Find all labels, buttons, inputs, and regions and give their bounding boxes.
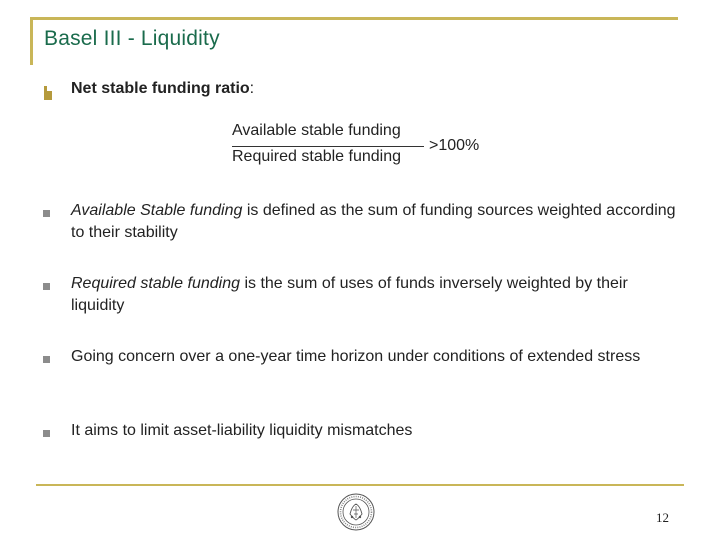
bullet-text: It aims to limit asset-liability liquidity mismatches <box>71 422 413 439</box>
formula-numerator: Available stable funding <box>232 122 401 139</box>
bullet-marker <box>43 356 50 363</box>
bullet-italic-text: Required stable funding <box>71 275 241 292</box>
left-rule <box>30 17 33 65</box>
formula-denominator: Required stable funding <box>232 148 402 165</box>
bullet-text: is defined as the sum of funding sources weighted according to their stability <box>71 202 676 241</box>
bullet-marker <box>43 210 50 217</box>
fraction-line <box>232 146 424 147</box>
formula-comparison: >100% <box>429 137 480 154</box>
bullet-text: is the sum of uses of funds inversely weighted by their liquidity <box>71 275 628 314</box>
university-seal-icon <box>336 492 376 532</box>
bullet-text: : <box>249 80 255 97</box>
bullet-item <box>71 200 681 244</box>
bullet-item <box>71 420 681 442</box>
page-number: 12 <box>656 510 669 525</box>
bullet-marker-accent <box>44 86 47 91</box>
slide-title: Basel III - Liquidity <box>44 27 220 50</box>
bullet-item <box>71 273 681 317</box>
bullet-bold-text: Net stable funding ratio <box>71 80 250 97</box>
bullet-item-nsfr <box>71 78 681 100</box>
bullet-item <box>71 346 681 368</box>
top-rule <box>30 17 678 20</box>
bullet-marker <box>43 430 50 437</box>
bottom-rule <box>36 484 684 486</box>
bullet-text: Going concern over a one-year time horizon under conditions of extended stress <box>71 348 641 365</box>
bullet-marker <box>43 283 50 290</box>
bullet-italic-text: Available Stable funding <box>71 202 243 219</box>
bullet-marker <box>44 91 52 100</box>
